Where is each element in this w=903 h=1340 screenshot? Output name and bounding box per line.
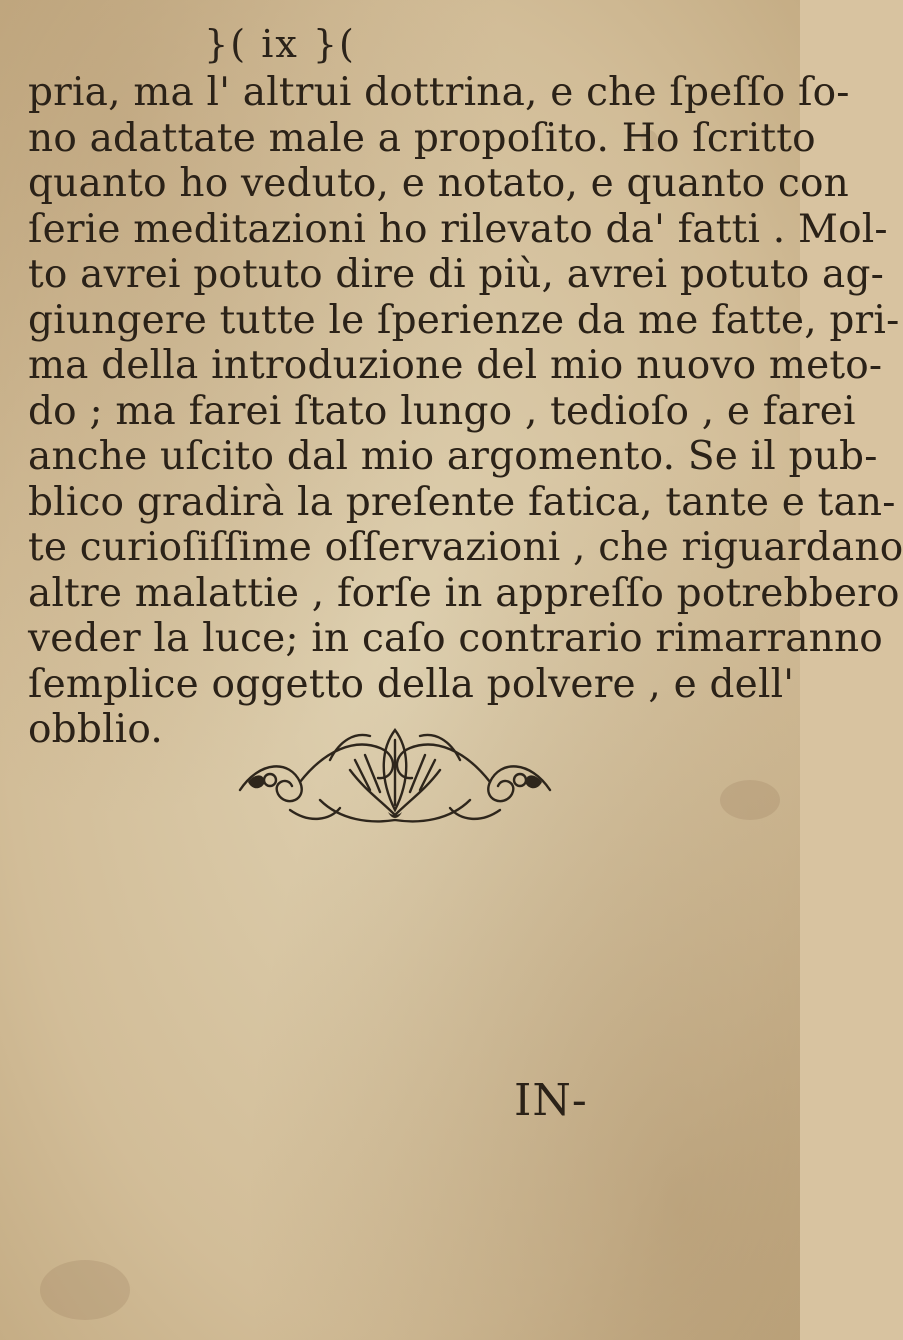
body-text [28,70,903,753]
text-line: altre malattie , forſe in appreſſo potrebbero [28,570,900,616]
text-line: do ; ma farei ſtato lungo , tedioſo , e farei [28,388,856,434]
text-line: ſerie meditazioni ho rilevato da' fatti . Mol- [28,206,888,252]
text-line: no adattate male a propoſito. Ho ſcritto [28,115,816,161]
text-line: veder la luce; in caſo contrario rimarranno [28,616,883,661]
text-line: to avrei potuto dire di più, avrei potuto ag- [28,252,885,297]
page-stain [40,1260,130,1320]
text-line: ſemplice oggetto della polvere , e dell' [28,661,795,707]
text-line: obblio. [28,707,163,752]
page-folio: }( ix }( [204,22,356,66]
text-line: giungere tutte le ſperienze da me fatte, pri- [28,297,900,343]
text-line: blico gradirà la preſente fatica, tante e tan- [28,479,896,525]
text-line: te curioſiſſime oſſervazioni , che riguardano [28,525,903,570]
text-line: pria, ma l' altrui dottrina, e che ſpeſſo ſo- [28,70,850,115]
text-line: anche uſcito dal mio argomento. Se il pub- [28,434,878,479]
text-line: quanto ho veduto, e notato, e quanto con [28,161,850,206]
floral-scroll-ornament-icon [230,720,560,830]
catchword: IN- [514,1075,588,1126]
page-stain [720,780,780,820]
text-line: ma della introduzione del mio nuovo meto- [28,343,883,388]
